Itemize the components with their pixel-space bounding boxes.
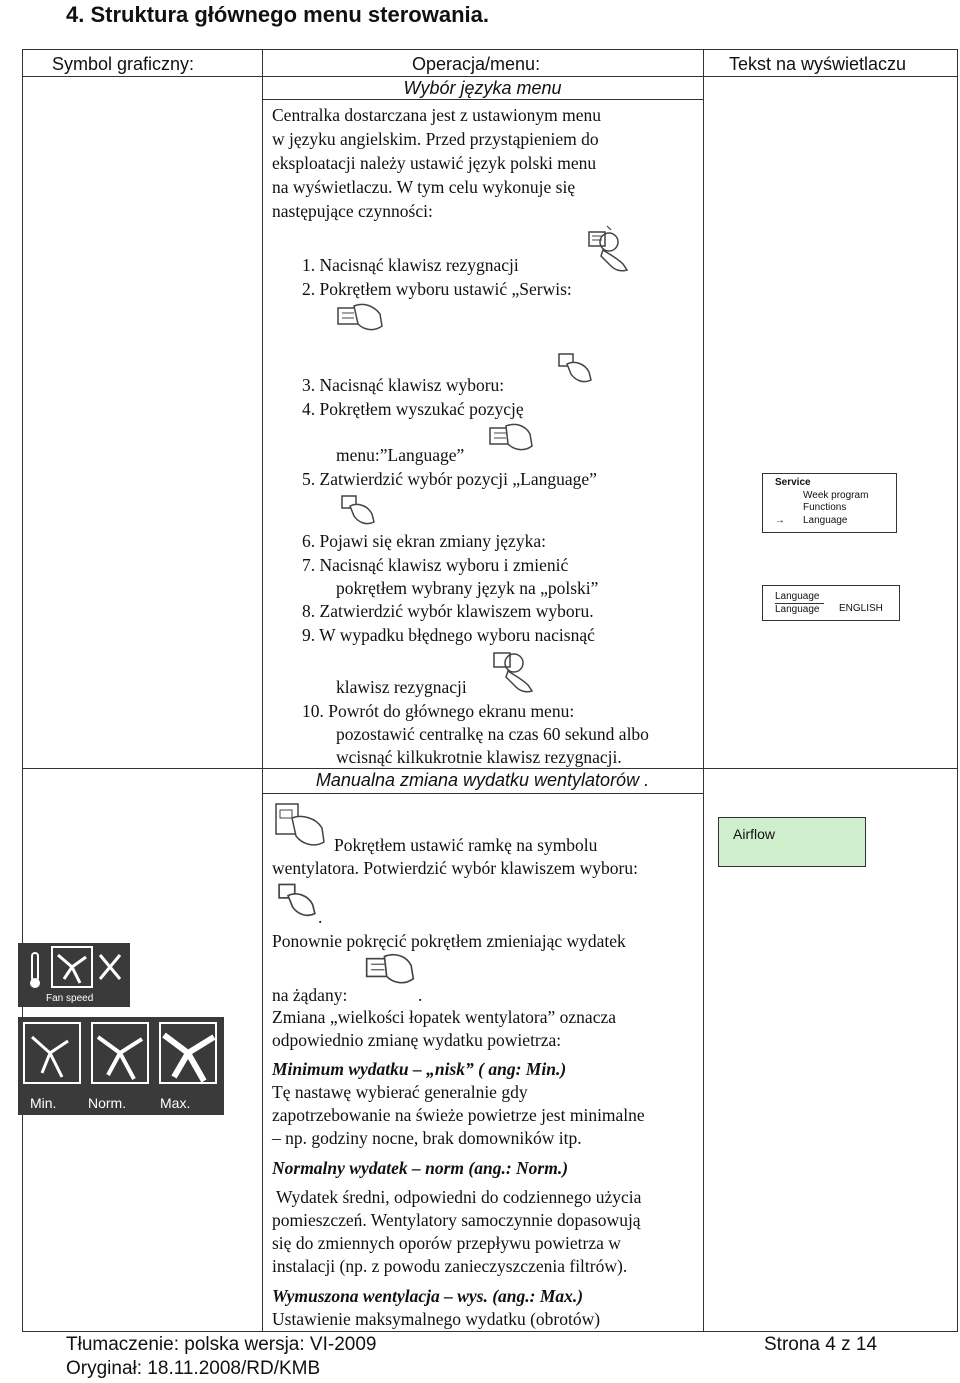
intro-line-4: na wyświetlaczu. W tym celu wykonuje się (272, 177, 576, 197)
min-line-3: – np. godziny nocne, brak domowników itp. (272, 1128, 582, 1148)
table-top-border (22, 49, 958, 50)
fan-instruction-2: wentylatora. Potwierdzić wybór klawiszem wyboru: (272, 858, 638, 878)
arrow-icon: → (775, 515, 785, 526)
section2-title-divider (262, 793, 703, 794)
step-4-cont: menu:”Language” (336, 445, 465, 465)
max-label: Max. (160, 1095, 191, 1111)
step-7-cont: pokrętłem wybrany język na „polski” (336, 578, 599, 598)
step-9-cont: klawisz rezygnacji (336, 677, 467, 697)
press-cancel-button-icon (585, 224, 631, 274)
column-divider-2 (703, 49, 704, 1332)
section-title-fan-speed: Manualna zmiana wydatku wentylatorów . (315, 770, 650, 790)
display-service-menu (762, 473, 897, 533)
step-4: 4. Pokrętłem wyszukać pozycję (302, 399, 524, 419)
step-9: 9. W wypadku błędnego wyboru nacisnąć (302, 625, 595, 645)
min-line-1: Tę nastawę wybierać generalnie gdy (272, 1082, 528, 1102)
col-header-operation: Operacja/menu: (412, 54, 541, 74)
press-cancel-button-icon-2 (490, 644, 536, 696)
service-item-language: Language (803, 515, 848, 526)
fan-instruction-5: Zmiana „wielkości łopatek wentylatora” oznacza (272, 1007, 617, 1027)
press-select-button-icon (555, 350, 595, 386)
footer-translation: Tłumaczenie: polska wersja: VI-2009 (66, 1334, 377, 1355)
step-2: 2. Pokrętłem wyboru ustawić „Serwis: (302, 279, 572, 299)
norm-label: Norm. (88, 1095, 127, 1111)
dot-1: . (318, 907, 323, 927)
norm-line-1: Wydatek średni, odpowiedni do codziennego użycia (276, 1187, 642, 1207)
min-title: Minimum wydatku – „nisk” ( ang: Min.) (272, 1059, 567, 1079)
display-language-menu (762, 585, 900, 621)
step-8: 8. Zatwierdzić wybór klawiszem wyboru. (302, 601, 594, 621)
col-header-symbol: Symbol graficzny: (52, 54, 195, 74)
intro-line-2: w języku angielskim. Przed przystąpieniem do (272, 129, 599, 149)
step-10: 10. Powrót do głównego ekranu menu: (302, 701, 575, 721)
rotate-knob-icon-4 (362, 952, 418, 992)
service-title: Service (775, 477, 811, 488)
fan-instruction-4: na żądany: (272, 985, 348, 1005)
max-title: Wymuszona wentylacja – wys. (ang.: Max.) (272, 1286, 584, 1306)
step-6: 6. Pojawi się ekran zmiany języka: (302, 531, 546, 551)
step-10-cont-1: pozostawić centralkę na czas 60 sekund albo (336, 724, 649, 744)
fan-instruction-6: odpowiednio zmianę wydatku powietrza: (272, 1030, 562, 1050)
section-title-language: Wybór języka menu (403, 78, 562, 98)
max-line-1: Ustawienie maksymalnego wydatku (obrotów) (272, 1309, 601, 1329)
section1-title-divider (262, 99, 703, 100)
fan-instruction-1: Pokrętłem ustawić ramkę na symbolu (334, 835, 598, 855)
fan-levels-panel (18, 1017, 224, 1115)
fan-speed-panel (18, 943, 130, 1007)
fan-speed-label: Fan speed (46, 993, 94, 1004)
table-left-border (22, 49, 23, 1332)
col-header-display-text: Tekst na wyświetlaczu (729, 54, 907, 74)
min-label: Min. (30, 1095, 57, 1111)
footer-page-number: Strona 4 z 14 (764, 1334, 878, 1355)
step-5: 5. Zatwierdzić wybór pozycji „Language” (302, 469, 597, 489)
dot-2: . (418, 985, 423, 1005)
intro-line-3: eksploatacji należy ustawić język polski menu (272, 153, 597, 173)
table-right-border (957, 49, 958, 1332)
language-selected-label: Language (775, 603, 824, 616)
intro-line-5: następujące czynności: (272, 201, 433, 221)
norm-line-4: instalacji (np. z powodu zanieczyszczenia filtrów). (272, 1256, 628, 1276)
step-7: 7. Nacisnąć klawisz wyboru i zmienić (302, 555, 569, 575)
service-item-functions: Functions (803, 502, 847, 513)
service-item-week-program: Week program (803, 490, 869, 501)
airflow-label: Airflow (733, 826, 776, 842)
page-heading: 4. Struktura głównego menu sterowania. (66, 2, 489, 27)
norm-title: Normalny wydatek – norm (ang.: Norm.) (272, 1158, 569, 1178)
intro-line-1: Centralka dostarczana jest z ustawionym menu (272, 105, 601, 125)
language-row-label: Language (775, 591, 820, 602)
step-3: 3. Nacisnąć klawisz wyboru: (302, 375, 505, 395)
min-line-2: zapotrzebowanie na świeże powietrze jest minimalne (272, 1105, 645, 1125)
norm-line-2: pomieszczeń. Wentylatory samoczynnie dopasowują (272, 1210, 641, 1230)
step-10-cont-2: wcisnąć kilkukrotnie klawisz rezygnacji. (336, 747, 622, 767)
display-airflow (718, 817, 866, 867)
rotate-knob-icon-2 (486, 422, 536, 458)
press-select-button-icon-2 (338, 492, 378, 526)
fan-instruction-3: Ponownie pokręcić pokrętłem zmieniając wydatek (272, 931, 626, 951)
press-select-button-icon-3 (274, 880, 320, 918)
footer-original: Oryginał: 18.11.2008/RD/KMB (66, 1358, 321, 1379)
rotate-knob-icon-3 (272, 798, 328, 850)
table-bottom-border (22, 1331, 958, 1332)
step-1: 1. Nacisnąć klawisz rezygnacji (302, 255, 519, 275)
column-divider-1 (262, 49, 263, 1332)
norm-line-3: się do zmiennych oporów przepływu powietrza w (272, 1233, 621, 1253)
rotate-knob-icon (334, 300, 386, 338)
language-value: ENGLISH (839, 603, 883, 614)
header-divider (22, 76, 958, 77)
